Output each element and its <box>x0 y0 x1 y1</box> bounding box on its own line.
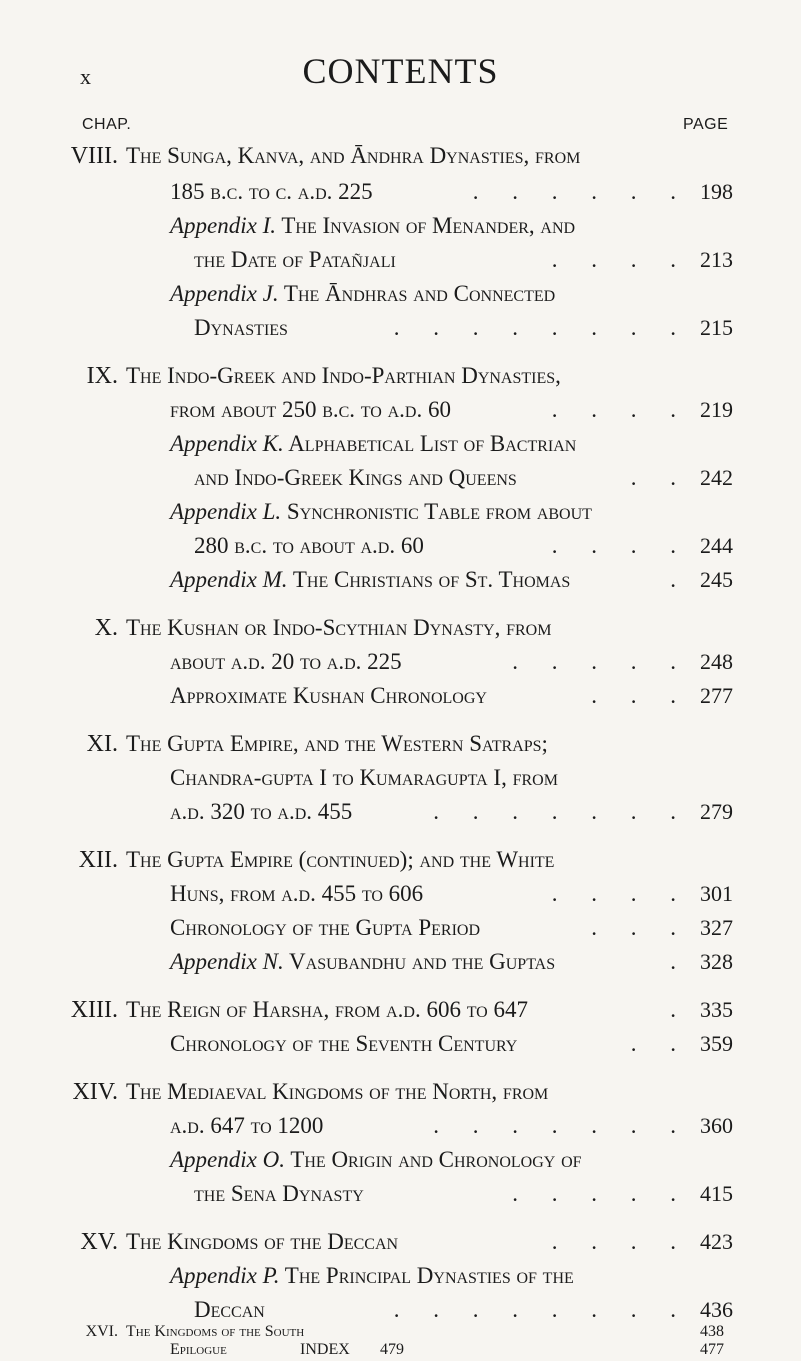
appendix-label: Appendix M. <box>170 567 288 592</box>
appendix-title: The Invasion of Menander, and <box>281 213 576 238</box>
toc-line <box>0 1026 801 1062</box>
page-number: 248 <box>700 649 733 674</box>
appendix-title: Alphabetical List of Bactrian <box>288 431 577 456</box>
appendix-label: Appendix K. <box>170 431 284 456</box>
appendix-title-cont: Dynasties <box>194 315 288 340</box>
toc-line <box>0 426 801 462</box>
dot-leader: . . . . <box>551 533 690 558</box>
dot-leader: . <box>670 567 690 592</box>
chapter-number: XV. <box>80 1229 118 1255</box>
toc-line <box>0 610 801 646</box>
page-number: 359 <box>700 1031 733 1056</box>
chapter-title-cont: a.d. 647 to 1200 <box>170 1113 324 1138</box>
toc-line <box>0 842 801 878</box>
dot-leader: . . . . . . . . <box>393 1297 690 1322</box>
page-number: 436 <box>700 1297 733 1322</box>
toc-line <box>0 876 801 912</box>
chapter-title: The Kushan or Indo-Scythian Dynasty, from <box>126 615 552 640</box>
page-number: 244 <box>700 533 733 558</box>
toc-line <box>0 1322 801 1342</box>
toc-line <box>0 1142 801 1178</box>
chapter-title: The Sunga, Kanva, and Āndhra Dynasties, from <box>126 143 581 168</box>
dot-leader: . . . . . . . . <box>393 315 690 340</box>
chapter-title-cont: 185 b.c. to c. a.d. 225 <box>170 179 373 204</box>
dot-leader: . . <box>630 1031 690 1056</box>
dot-leader: . . . . . . <box>472 179 690 204</box>
dot-leader: . . . . . <box>512 1181 690 1206</box>
toc-line <box>0 276 801 312</box>
appendix-title: The Āndhras and Connected <box>283 281 556 306</box>
page-number: 438 <box>700 1323 724 1340</box>
page-folio: x <box>80 64 91 89</box>
page-number: 328 <box>700 949 733 974</box>
chapter-number: VIII. <box>70 143 118 169</box>
appendix-title-cont: the Date of Patañjali <box>194 247 396 272</box>
page-number: 360 <box>700 1113 733 1138</box>
index-label: INDEX <box>300 1341 350 1358</box>
dot-leader: . . <box>630 465 690 490</box>
toc-line <box>0 1108 801 1144</box>
appendix-title-cont: Deccan <box>194 1297 265 1322</box>
page-number: 245 <box>700 567 733 592</box>
page-number: 335 <box>700 997 733 1022</box>
toc-line <box>0 1224 801 1260</box>
toc-line <box>0 208 801 244</box>
toc-line <box>0 138 801 174</box>
chapter-number: XIII. <box>70 997 118 1023</box>
appendix-title: The Origin and Chronology of <box>290 1147 582 1172</box>
chapter-title: The Gupta Empire (continued); and the White <box>126 847 555 872</box>
chap-column-header: CHAP. <box>82 116 132 133</box>
appendix-label: Appendix L. <box>170 499 282 524</box>
appendix-title: Vasubandhu and the Guptas <box>289 949 556 974</box>
toc-line <box>0 1176 801 1212</box>
dot-leader: . . . . . . . <box>433 1113 690 1138</box>
chapter-number: XIV. <box>72 1079 118 1105</box>
toc-line <box>0 726 801 762</box>
toc-line <box>0 992 801 1028</box>
chapter-title: The Gupta Empire, and the Western Satraps; <box>126 731 548 756</box>
appendix-title: Synchronistic Table from about <box>286 499 592 524</box>
index-page-number: 479 <box>380 1341 404 1358</box>
toc-line <box>0 1258 801 1294</box>
dot-leader: . . . . <box>551 397 690 422</box>
dot-leader: . . . . <box>551 1229 690 1254</box>
page-number: 327 <box>700 915 733 940</box>
appendix-title: The Principal Dynasties of the <box>284 1263 574 1288</box>
toc-line <box>0 1340 801 1360</box>
chapter-title: The Kingdoms of the Deccan <box>126 1229 399 1254</box>
chapter-title: The Mediaeval Kingdoms of the North, from <box>126 1079 549 1104</box>
page-number: 301 <box>700 881 733 906</box>
toc-line <box>0 460 801 496</box>
chapter-number: X. <box>94 615 118 641</box>
toc-line <box>0 678 801 714</box>
dot-leader: . . . . . <box>512 649 690 674</box>
appendix-title-cont: 280 b.c. to about a.d. 60 <box>194 533 424 558</box>
toc-line <box>0 944 801 980</box>
toc-line <box>0 392 801 428</box>
appendix-label: Appendix N. <box>170 949 284 974</box>
toc-line <box>0 910 801 946</box>
page-number: 279 <box>700 799 733 824</box>
dot-leader: . <box>670 997 690 1022</box>
section-title: Approximate Kushan Chronology <box>170 683 487 708</box>
chapter-number: XI. <box>86 731 118 757</box>
toc-line <box>0 528 801 564</box>
page-number: 213 <box>700 247 733 272</box>
toc-line <box>0 242 801 278</box>
page-number: 198 <box>700 179 733 204</box>
page-number: 415 <box>700 1181 733 1206</box>
dot-leader: . . . . . . . <box>433 799 690 824</box>
appendix-title: The Christians of St. Thomas <box>292 567 571 592</box>
toc-line <box>0 358 801 394</box>
dot-leader: . . . <box>591 915 690 940</box>
page-number: 215 <box>700 315 733 340</box>
chapter-number: XII. <box>78 847 118 873</box>
dot-leader: . . . <box>591 683 690 708</box>
toc-line <box>0 760 801 796</box>
appendix-label: Appendix P. <box>170 1263 280 1288</box>
toc-line <box>0 644 801 680</box>
appendix-label: Appendix I. <box>170 213 277 238</box>
dot-leader: . . . . <box>551 247 690 272</box>
page-number: 277 <box>700 683 733 708</box>
page-number: 423 <box>700 1229 733 1254</box>
appendix-label: Appendix J. <box>170 281 279 306</box>
chapter-number: IX. <box>86 363 118 389</box>
chapter-title: The Indo-Greek and Indo-Parthian Dynasties, <box>126 363 561 388</box>
page-number: 219 <box>700 397 733 422</box>
section-title: Epilogue <box>170 1341 227 1358</box>
page-number: 242 <box>700 465 733 490</box>
chapter-title-cont: Chandra-gupta I to Kumaragupta I, from <box>170 765 558 790</box>
toc-line <box>0 174 801 210</box>
dot-leader: . <box>670 949 690 974</box>
page-number: 477 <box>700 1341 724 1358</box>
chapter-title-cont: about a.d. 20 to a.d. 225 <box>170 649 402 674</box>
appendix-title-cont: the Sena Dynasty <box>194 1181 364 1206</box>
chapter-title-cont: a.d. 320 to a.d. 455 <box>170 799 353 824</box>
chapter-title: The Reign of Harsha, from a.d. 606 to 647 <box>126 997 528 1022</box>
running-title: CONTENTS <box>302 51 499 91</box>
toc-line <box>0 310 801 346</box>
chapter-number: XVI. <box>85 1323 118 1340</box>
toc-line <box>0 562 801 598</box>
appendix-title-cont: and Indo-Greek Kings and Queens <box>194 465 517 490</box>
toc-line <box>0 794 801 830</box>
page-column-header: PAGE <box>683 116 729 133</box>
toc-line <box>0 494 801 530</box>
section-title: Chronology of the Gupta Period <box>170 915 481 940</box>
chapter-title-cont: from about 250 b.c. to a.d. 60 <box>170 397 451 422</box>
toc-line <box>0 1074 801 1110</box>
dot-leader: . . . . <box>551 881 690 906</box>
appendix-label: Appendix O. <box>170 1147 285 1172</box>
chapter-title: The Kingdoms of the South <box>126 1323 305 1340</box>
chapter-title-cont: Huns, from a.d. 455 to 606 <box>170 881 424 906</box>
section-title: Chronology of the Seventh Century <box>170 1031 518 1056</box>
